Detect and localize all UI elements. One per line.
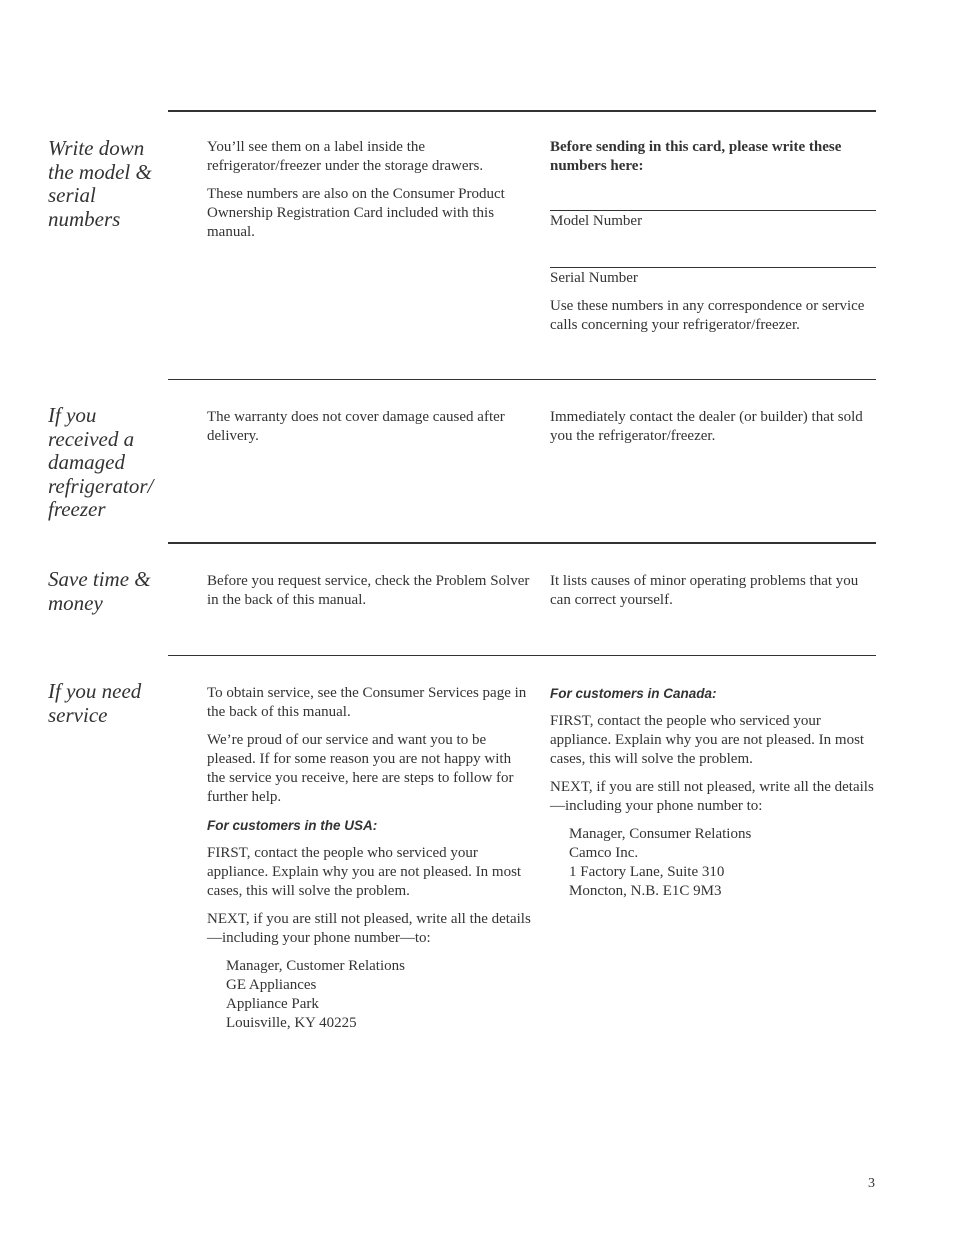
address-line: Manager, Consumer Relations <box>569 826 752 842</box>
page-number: 3 <box>868 1176 875 1191</box>
save-time-right-column <box>550 572 876 619</box>
paragraph: FIRST, contact the people who serviced your appliance. Explain why you are not pleased. In most cases, this will solve the problem. <box>550 713 865 767</box>
paragraph: You’ll see them on a label inside the refrigerator/freezer under the storage drawers. <box>207 139 484 174</box>
section-divider <box>168 379 876 380</box>
save-time-left-column <box>207 572 532 619</box>
canada-subheading: For customers in Canada: <box>550 686 717 701</box>
section-heading-save-time: Save time & money <box>48 567 151 615</box>
model-number-field[interactable] <box>550 210 876 211</box>
paragraph: Before you request service, check the Problem Solver in the back of this manual. <box>207 573 530 608</box>
address-line: Manager, Customer Relations <box>226 958 405 974</box>
paragraph: We’re proud of our service and want you to be pleased. If for some reason you are not happy with the service you receive, here are steps to follow for further help. <box>207 732 514 805</box>
address-line: Camco Inc. <box>569 845 639 861</box>
damaged-right-column <box>550 408 876 455</box>
model-serial-left-column <box>207 138 532 251</box>
address-line: GE Appliances <box>226 977 317 993</box>
serial-number-label: Serial Number <box>550 270 638 286</box>
section-heading-model-serial: Write down the model & serial numbers <box>48 136 152 231</box>
section-divider <box>168 542 876 544</box>
section-heading-need-service: If you need service <box>48 679 142 727</box>
write-numbers-instruction: Before sending in this card, please write these numbers here: <box>550 139 842 174</box>
address-line: Moncton, N.B. E1C 9M3 <box>569 883 722 899</box>
paragraph: These numbers are also on the Consumer Product Ownership Registration Card included with this manual. <box>207 186 505 240</box>
paragraph: It lists causes of minor operating problems that you can correct yourself. <box>550 573 859 608</box>
damaged-left-column <box>207 408 532 455</box>
paragraph: To obtain service, see the Consumer Services page in the back of this manual. <box>207 685 527 720</box>
paragraph: NEXT, if you are still not pleased, write all the details—including your phone number to: <box>550 779 874 814</box>
service-left-column <box>207 684 532 1042</box>
paragraph: FIRST, contact the people who serviced your appliance. Explain why you are not pleased. In most cases, this will solve the problem. <box>207 845 522 899</box>
serial-number-field[interactable] <box>550 267 876 268</box>
model-serial-right-column <box>550 138 876 344</box>
section-divider <box>168 655 876 656</box>
service-right-column <box>550 684 876 910</box>
section-divider <box>168 110 876 112</box>
address-line: 1 Factory Lane, Suite 310 <box>569 864 725 880</box>
paragraph: The warranty does not cover damage caused after delivery. <box>207 409 505 444</box>
address-line: Louisville, KY 40225 <box>226 1015 357 1031</box>
paragraph: NEXT, if you are still not pleased, write all the details—including your phone number—to: <box>207 911 531 946</box>
section-heading-damaged: If you received a damaged refrigerator/ freezer <box>48 403 154 521</box>
model-number-label: Model Number <box>550 213 643 229</box>
paragraph: Immediately contact the dealer (or builder) that sold you the refrigerator/freezer. <box>550 409 863 444</box>
paragraph: Use these numbers in any correspondence or service calls concerning your refrigerator/freezer. <box>550 298 865 333</box>
address-line: Appliance Park <box>226 996 319 1012</box>
canada-address <box>550 825 876 901</box>
usa-address <box>207 957 532 1033</box>
usa-subheading: For customers in the USA: <box>207 818 378 833</box>
